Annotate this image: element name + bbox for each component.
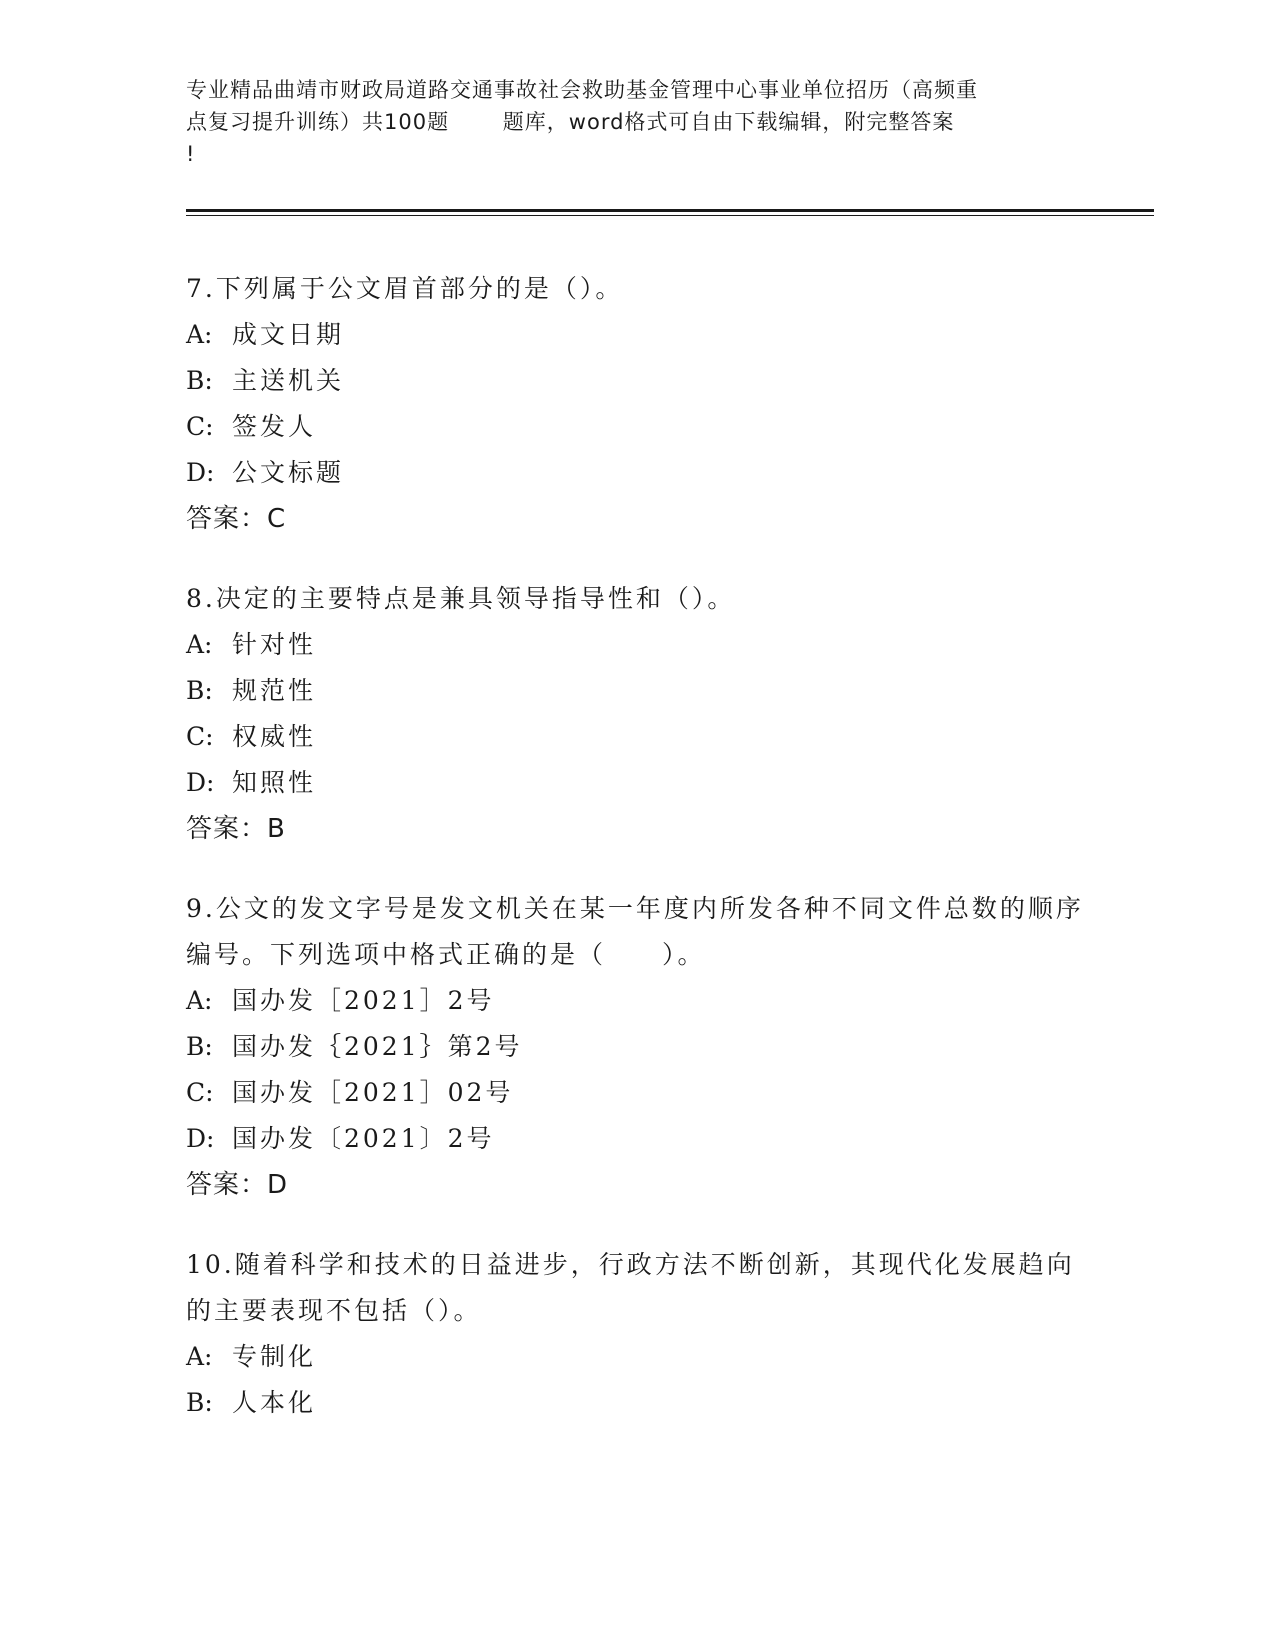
- option-label: B:: [186, 366, 213, 395]
- option-label: A:: [186, 320, 213, 349]
- question-stem: 7.下列属于公文眉首部分的是（）。: [186, 274, 624, 303]
- option-text: 公文标题: [232, 458, 345, 487]
- option-label: D:: [186, 458, 215, 487]
- question-stem: 9.公文的发文字号是发文机关在某一年度内所发各种不同文件总数的顺序编号。下列选项中格式正确的是（ ）。: [186, 894, 1084, 969]
- option-text: 签发人: [232, 412, 317, 441]
- option-label: A:: [186, 1342, 213, 1371]
- option-b: [186, 358, 1086, 404]
- option-text: 主送机关: [232, 366, 345, 395]
- option-label: C:: [186, 412, 214, 441]
- answer: 答案：C: [186, 504, 287, 534]
- document-header: [186, 74, 1086, 170]
- option-a: [186, 622, 1086, 668]
- question-9: [186, 886, 1086, 1208]
- option-c: [186, 404, 1086, 450]
- option-label: C:: [186, 722, 214, 751]
- question-7: [186, 266, 1086, 542]
- header-line-2: 点复习提升训练）共100题 题库，word格式可自由下载编辑，附完整答案: [186, 110, 955, 134]
- option-label: B:: [186, 1032, 213, 1061]
- option-b: [186, 668, 1086, 714]
- option-b: [186, 1380, 1086, 1426]
- option-text: 国办发［2021］2号: [232, 986, 495, 1015]
- option-label: D:: [186, 1124, 215, 1153]
- option-text: 人本化: [232, 1388, 317, 1417]
- option-label: A:: [186, 986, 213, 1015]
- option-d: [186, 760, 1086, 806]
- option-text: 知照性: [232, 768, 317, 797]
- option-a: [186, 312, 1086, 358]
- option-label: B:: [186, 1388, 213, 1417]
- header-line-1: 专业精品曲靖市财政局道路交通事故社会救助基金管理中心事业单位招历（高频重: [186, 78, 978, 102]
- answer: 答案：D: [186, 1170, 289, 1200]
- option-b: [186, 1024, 1086, 1070]
- option-a: [186, 978, 1086, 1024]
- option-label: A:: [186, 630, 213, 659]
- option-c: [186, 714, 1086, 760]
- option-a: [186, 1334, 1086, 1380]
- option-c: [186, 1070, 1086, 1116]
- option-text: 成文日期: [232, 320, 345, 349]
- option-text: 规范性: [232, 676, 317, 705]
- option-d: [186, 1116, 1086, 1162]
- option-text: 国办发〔2021〕2号: [232, 1124, 495, 1153]
- header-divider-thick: [186, 209, 1154, 212]
- option-label: D:: [186, 768, 215, 797]
- question-list: [186, 266, 1086, 1460]
- question-10: [186, 1242, 1086, 1426]
- option-text: 国办发［2021］02号: [232, 1078, 514, 1107]
- option-text: 权威性: [232, 722, 317, 751]
- question-stem: 10.随着科学和技术的日益进步，行政方法不断创新，其现代化发展趋向的主要表现不包括（）。: [186, 1250, 1075, 1325]
- question-8: [186, 576, 1086, 852]
- answer: 答案：B: [186, 814, 286, 844]
- option-text: 国办发｛2021｝第2号: [232, 1032, 523, 1061]
- header-divider-thin: [186, 215, 1154, 216]
- option-label: B:: [186, 676, 213, 705]
- option-text: 针对性: [232, 630, 317, 659]
- option-text: 专制化: [232, 1342, 317, 1371]
- option-d: [186, 450, 1086, 496]
- header-line-3: !: [186, 142, 196, 166]
- question-stem: 8.决定的主要特点是兼具领导指导性和（）。: [186, 584, 736, 613]
- option-label: C:: [186, 1078, 214, 1107]
